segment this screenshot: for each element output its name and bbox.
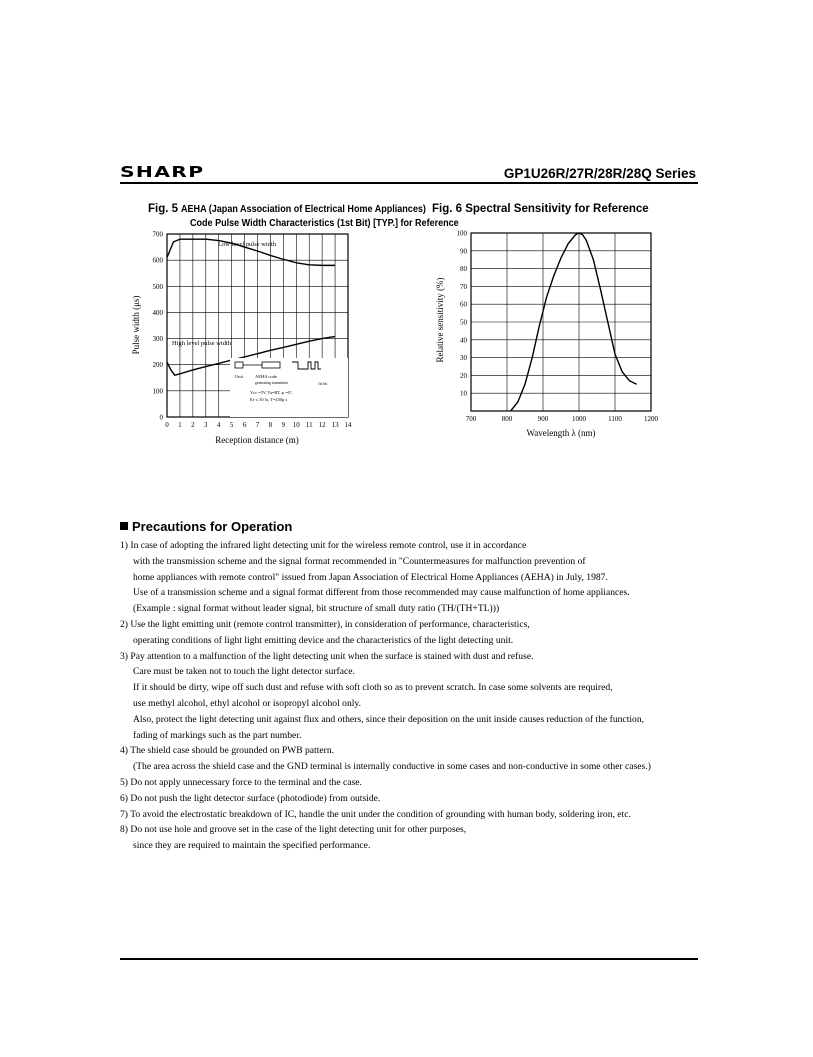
fig5-x-tick-label: 1 <box>178 421 182 429</box>
precaution-continuation-line: (Example : signal format without leader signal, bit structure of small duty ratio (TH/(TH+TL))) <box>133 603 500 615</box>
fig5-x-tick-label: 11 <box>305 421 313 429</box>
fig5-low-label: Low level pulse width <box>218 241 276 248</box>
fig6-x-tick-label: 900 <box>537 415 549 423</box>
fig5-x-tick-label: 8 <box>268 421 273 429</box>
precaution-continuation-line: since they are required to maintain the specified performance. <box>133 840 371 852</box>
fig5-y-tick-label: 400 <box>152 308 163 317</box>
fig5-inset-aeha: AEHA code <box>255 374 277 379</box>
fig5-x-tick-label: 7 <box>255 421 260 429</box>
fig5-y-tick-label: 300 <box>152 335 163 344</box>
precaution-item: 2) Use the light emitting unit (remote control transmitter), in consideration of performance, characteristics, <box>120 619 530 630</box>
fig6-y-tick-label: 80 <box>460 265 467 274</box>
fig5-y-tick-labels <box>153 231 164 422</box>
fig6-y-tick-label: 30 <box>460 354 467 363</box>
fig5-y-tick-label: 100 <box>152 387 163 396</box>
precaution-item: 1) In case of adopting the infrared light detecting unit for the wireless remote control, use it in accordance <box>120 540 527 551</box>
precaution-continuation-line: Use of a transmission scheme and a signal format different from those recommended may cause malfunction of home appliances. <box>133 587 630 599</box>
fig5-inset <box>230 358 348 417</box>
fig5-title-prefix: Fig. 5 <box>148 203 179 215</box>
precautions-heading-text: Precautions for Operation <box>132 519 293 534</box>
fig5-x-tick-label: 5 <box>229 421 234 429</box>
fig6-x-tick-label: 1000 <box>572 415 586 423</box>
fig5-series <box>167 239 335 375</box>
fig6-y-tick-label: 90 <box>460 247 467 256</box>
fig5-y-tick-label: 700 <box>152 230 163 239</box>
fig5-chart <box>120 228 360 450</box>
sharp-logo: SHARP <box>120 163 205 181</box>
precaution-continuation-line: fading of markings such as the part number. <box>133 729 302 741</box>
footer-rule <box>120 958 698 960</box>
fig6-chart <box>410 222 670 442</box>
fig6-x-axis-label: Wavelength λ (nm) <box>526 428 596 438</box>
fig6-x-tick-label: 800 <box>501 415 513 423</box>
precaution-continuation-line: (The area across the shield case and the GND terminal is internally conductive in some cases and non-conductive in some other cases.) <box>133 761 651 773</box>
fig5-title-line2: Code Pulse Width Characteristics (1st Bit) [TYP.] for Reference <box>190 217 459 229</box>
fig6-y-tick-label: 10 <box>460 389 467 398</box>
precaution-continuation-line: operating conditions of light light emitting device and the characteristics of the light detecting unit. <box>133 634 514 646</box>
fig6-y-axis-label: Relative sensitivity (%) <box>435 277 445 363</box>
fig5-y-axis-label: Pulse width (μs) <box>131 295 141 355</box>
fig5-inset-cond2: Ee ≤ 10 lx, T=430μ s <box>250 397 288 402</box>
fig6-x-tick-label: 1100 <box>608 415 622 423</box>
fig6-x-tick-label: 700 <box>465 415 477 423</box>
fig6-y-tick-labels <box>457 230 468 398</box>
fig5-title-line1: AEHA (Japan Association of Electrical Home Appliances) <box>181 203 427 215</box>
fig5-x-tick-label: 13 <box>331 421 339 429</box>
fig5-high-label: High level pulse width <box>172 340 232 347</box>
precaution-item: 8) Do not use hole and groove set in the case of the light detecting unit for other purposes, <box>120 824 467 836</box>
precautions-heading <box>120 519 292 534</box>
fig6-title: Fig. 6 Spectral Sensitivity for Reference <box>432 203 649 215</box>
fig5-title <box>148 203 466 215</box>
precaution-item: 4) The shield case should be grounded on PWB pattern. <box>120 745 335 757</box>
precaution-continuation-line: Also, protect the light detecting unit against flux and others, since their deposition on the unit inside causes reduction of the function, <box>133 713 645 725</box>
fig5-inset-firstbit: 1st bit <box>318 382 328 386</box>
precaution-continuation-line: Care must be taken not to touch the light detector surface. <box>133 666 355 678</box>
fig5-x-tick-label: 9 <box>281 421 286 429</box>
fig5-inset-transmitter: generating transmitter <box>255 381 289 385</box>
fig6-x-tick-label: 1200 <box>644 415 658 423</box>
header-rule <box>120 182 698 184</box>
fig5-x-axis-label: Reception distance (m) <box>215 435 299 445</box>
fig6-y-tick-label: 20 <box>460 371 467 380</box>
fig5-y-tick-label: 200 <box>152 361 163 370</box>
precaution-item: 6) Do not push the light detector surface (photodiode) from outside. <box>120 792 381 804</box>
precaution-continuation-line: with the transmission scheme and the signal format recommended in "Countermeasures for malfunction prevention of <box>133 555 586 567</box>
precaution-item: 3) Pay attention to a malfunction of the light detecting unit when the surface is stained with dust and refuse. <box>120 650 534 662</box>
fig6-y-tick-label: 100 <box>456 229 467 238</box>
fig5-y-tick-label: 0 <box>159 413 163 422</box>
fig5-x-tick-label: 3 <box>204 421 208 429</box>
fig6-y-tick-label: 60 <box>460 300 467 309</box>
bullet-square-icon <box>120 522 128 530</box>
precaution-continuation-line: use methyl alcohol, ethyl alcohol or isopropyl alcohol only. <box>133 698 361 709</box>
fig5-x-tick-labels <box>165 421 352 429</box>
precaution-continuation-line: If it should be dirty, wipe off such dust and refuse with soft cloth so as to prevent scratch. In case some solvents are required, <box>133 682 613 694</box>
fig5-inset-cond1: Vcc =5V, Ta=RT, φ =0°, <box>250 390 293 395</box>
fig5-x-tick-label: 12 <box>318 421 326 429</box>
fig6-x-tick-labels <box>466 415 659 423</box>
fig5-x-tick-label: 4 <box>216 421 221 429</box>
fig5-inset-unit: Unit <box>235 374 244 379</box>
fig6-y-tick-label: 40 <box>460 336 467 345</box>
series-title: GP1U26R/27R/28R/28Q Series <box>503 166 696 181</box>
precaution-item: 7) To avoid the electrostatic breakdown of IC, handle the unit under the condition of grounding with human body, soldering iron, etc. <box>120 808 631 820</box>
fig6-y-tick-label: 50 <box>460 318 467 327</box>
fig5-x-tick-label: 2 <box>191 421 195 429</box>
fig5-x-tick-label: 0 <box>165 421 169 429</box>
precaution-item: 5) Do not apply unnecessary force to the terminal and the case. <box>120 777 362 788</box>
fig5-x-tick-label: 10 <box>292 421 300 429</box>
fig5-x-tick-label: 14 <box>344 421 352 429</box>
fig5-x-tick-label: 6 <box>242 421 247 429</box>
fig5-y-tick-label: 600 <box>152 256 163 265</box>
fig6-y-tick-label: 70 <box>460 282 467 291</box>
fig5-y-tick-label: 500 <box>152 282 163 291</box>
precaution-continuation-line: home appliances with remote control" issued from Japan Association of Electrical Home Appliances (AEHA) in July, 1987. <box>133 571 608 583</box>
